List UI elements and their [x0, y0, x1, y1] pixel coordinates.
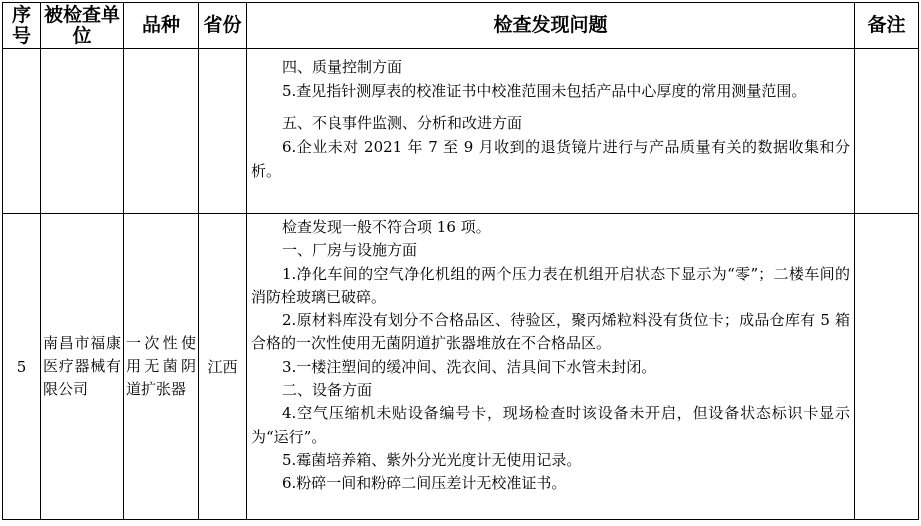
issue-line: 2.原材料库没有划分不合格品区、待验区，聚丙烯粒料没有货位卡；成品仓库有 5 箱合格的一次性使用无菌阴道扩张器堆放在不合格品区。	[251, 311, 850, 353]
issue-line: 4.空气压缩机未贴设备编号卡，现场检查时该设备未开启，但设备状态标识卡显示为“运行”。	[251, 404, 850, 446]
header-province: 省份	[199, 3, 247, 49]
issue-line: 五、不良事件监测、分析和改进方面	[282, 114, 523, 132]
issue-line: 5.查见指针测厚表的校准证书中校准范围未包括产品中心厚度的常用测量范围。	[282, 82, 807, 100]
province-cell: 江西	[199, 214, 247, 520]
issues-cell	[247, 49, 855, 214]
variety-cell	[124, 49, 199, 214]
header-unit: 被检查单位	[41, 3, 124, 49]
seq-cell	[3, 49, 41, 214]
table-row	[3, 214, 919, 520]
issue-line: 1.净化车间的空气净化机组的两个压力表在机组开启状态下显示为“零”；二楼车间的消防栓玻璃已破碎。	[251, 264, 850, 306]
issue-line: 6.粉碎一间和粉碎二间压差计无校准证书。	[282, 474, 567, 493]
header-row	[3, 3, 919, 49]
issue-line: 3.一楼注塑间的缓冲间、洗衣间、洁具间下水管未封闭。	[282, 357, 657, 376]
issue-line: 一、厂房与设施方面	[282, 241, 418, 260]
issue-line: 检查发现一般不符合项 16 项。	[282, 218, 491, 236]
variety-cell: 一次性使用无菌阴道扩张器	[124, 214, 199, 520]
province-cell	[199, 49, 247, 214]
remark-cell	[855, 214, 919, 520]
issue-line: 四、质量控制方面	[282, 58, 403, 76]
issues-cell	[247, 214, 855, 520]
remark-cell	[855, 49, 919, 214]
header-issues: 检查发现问题	[247, 3, 855, 49]
header-remark: 备注	[855, 3, 919, 49]
issue-line: 5.霉菌培养箱、紫外分光光度计无使用记录。	[282, 450, 582, 469]
unit-cell: 南昌市福康医疗器械有限公司	[41, 214, 124, 520]
table-row	[3, 49, 919, 214]
header-variety: 品种	[124, 3, 199, 49]
inspection-table	[2, 2, 919, 520]
header-seq: 序号	[3, 3, 41, 49]
unit-cell	[41, 49, 124, 214]
seq-cell: 5	[3, 214, 41, 520]
issue-line: 6.企业未对 2021 年 7 至 9 月收到的退货镜片进行与产品质量有关的数据收集和分析。	[251, 138, 850, 180]
issue-line: 二、设备方面	[282, 381, 373, 400]
